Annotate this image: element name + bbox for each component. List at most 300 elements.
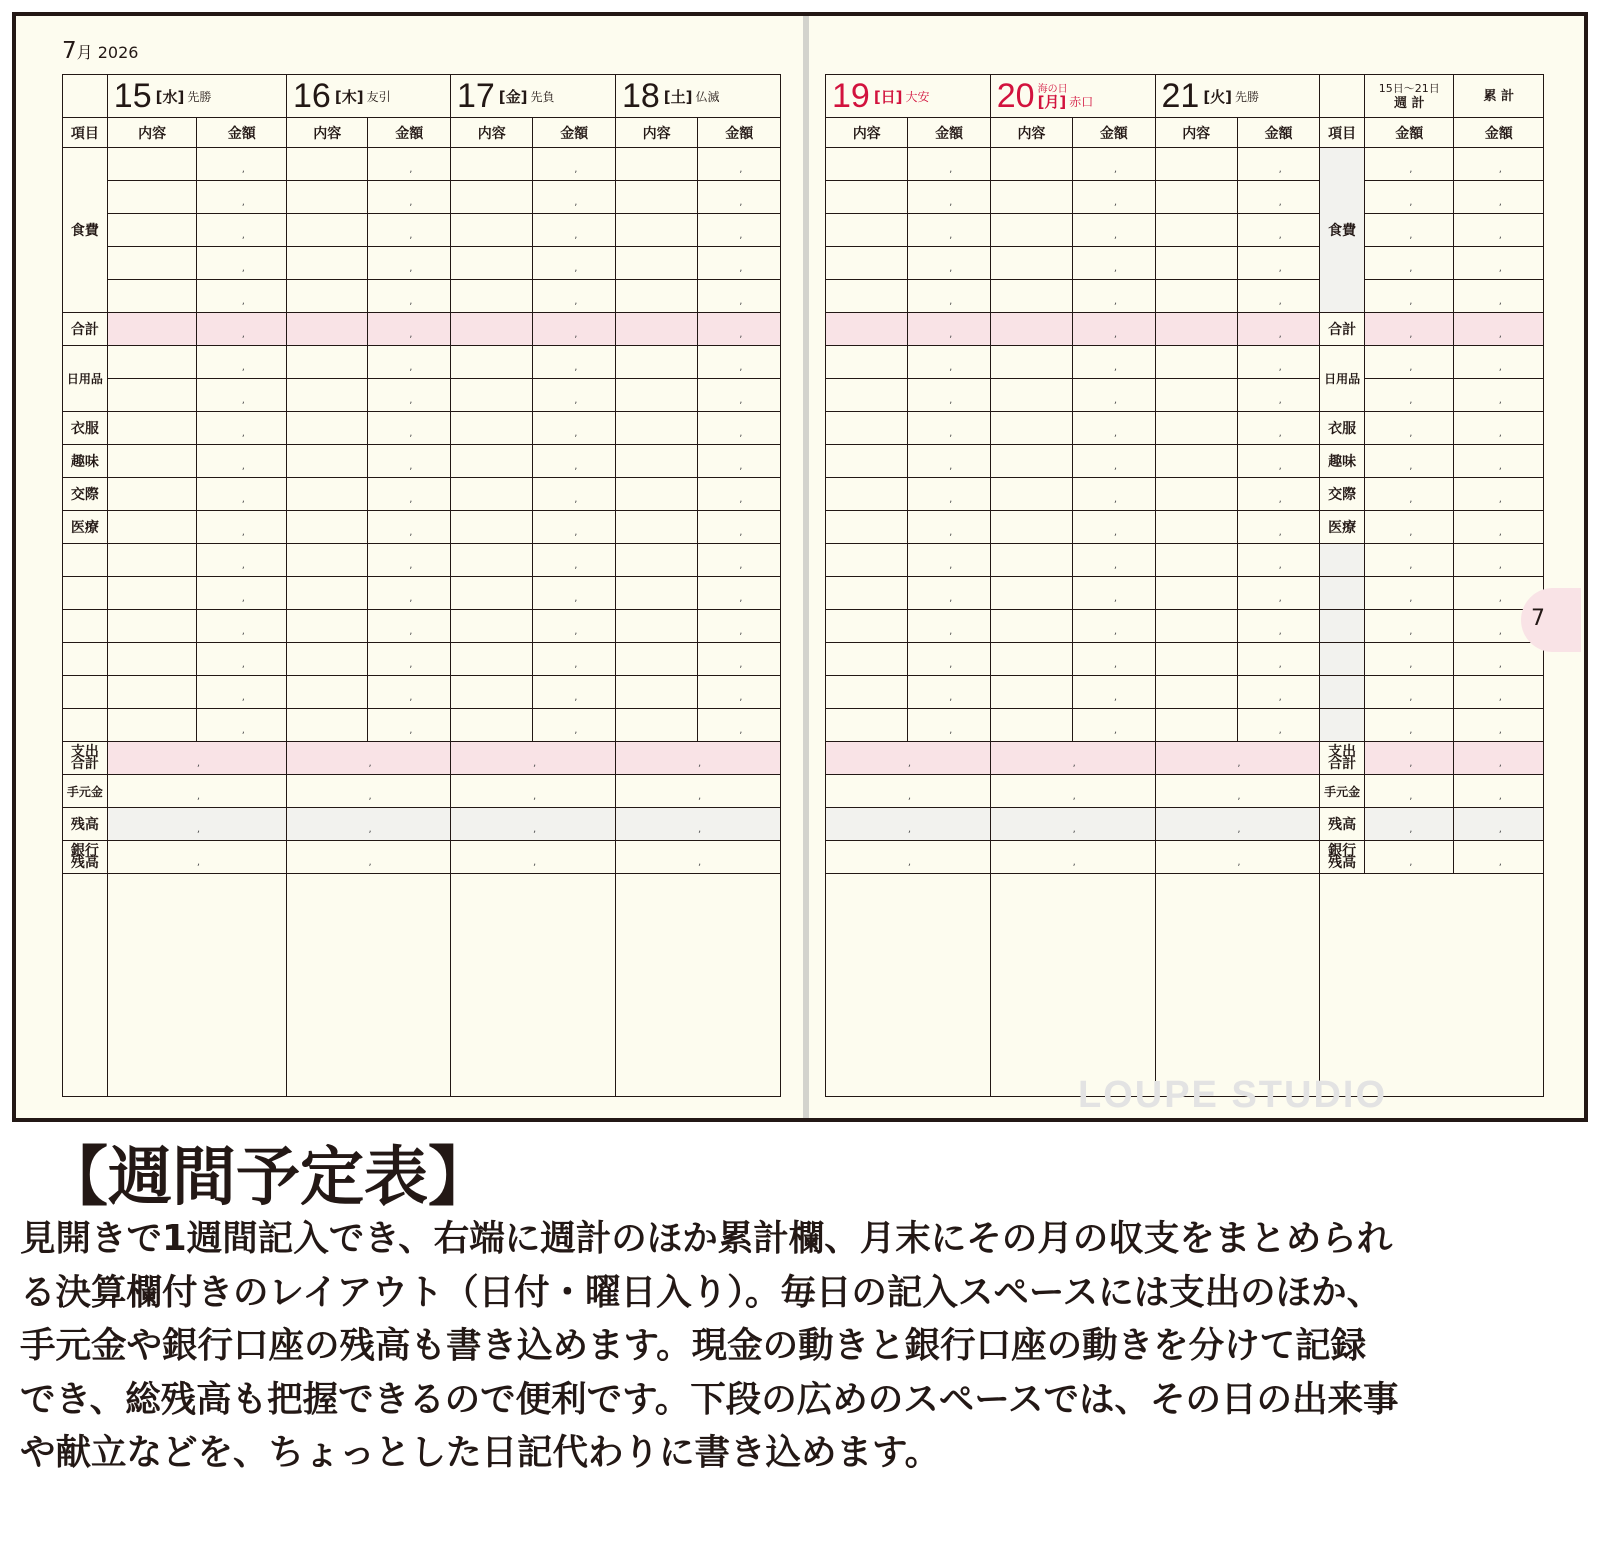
cumulative-amount-cell[interactable]	[1454, 742, 1544, 775]
amount-cell[interactable]	[698, 280, 781, 313]
day-total-cell[interactable]	[450, 841, 615, 874]
day-total-cell[interactable]	[450, 775, 615, 808]
content-cell[interactable]	[450, 214, 532, 247]
amount-cell[interactable]	[533, 214, 615, 247]
content-cell[interactable]	[287, 445, 368, 478]
content-cell[interactable]	[826, 346, 908, 379]
amount-cell[interactable]	[698, 478, 781, 511]
amount-cell[interactable]	[698, 214, 781, 247]
content-cell[interactable]	[450, 313, 532, 346]
amount-cell[interactable]	[698, 346, 781, 379]
day-total-cell[interactable]	[287, 808, 451, 841]
content-cell[interactable]	[107, 412, 197, 445]
content-cell[interactable]	[450, 676, 532, 709]
day-total-cell[interactable]	[450, 808, 615, 841]
content-cell[interactable]	[107, 643, 197, 676]
amount-cell[interactable]	[533, 181, 615, 214]
content-cell[interactable]	[990, 247, 1072, 280]
day-total-cell[interactable]	[107, 775, 286, 808]
cumulative-amount-cell[interactable]	[1454, 841, 1544, 874]
content-cell[interactable]	[990, 379, 1072, 412]
amount-cell[interactable]	[908, 610, 990, 643]
weekly-amount-cell[interactable]	[1364, 247, 1453, 280]
content-cell[interactable]	[287, 544, 368, 577]
memo-area[interactable]	[450, 874, 615, 1097]
content-cell[interactable]	[826, 676, 908, 709]
content-cell[interactable]	[287, 379, 368, 412]
amount-cell[interactable]	[533, 445, 615, 478]
cumulative-amount-cell[interactable]	[1454, 478, 1544, 511]
content-cell[interactable]	[1155, 412, 1237, 445]
content-cell[interactable]	[450, 511, 532, 544]
amount-cell[interactable]	[533, 412, 615, 445]
day-total-cell[interactable]	[1155, 775, 1320, 808]
blank-category[interactable]	[1320, 610, 1365, 643]
day-total-cell[interactable]	[107, 742, 286, 775]
cumulative-amount-cell[interactable]	[1454, 379, 1544, 412]
cumulative-amount-cell[interactable]	[1454, 181, 1544, 214]
amount-cell[interactable]	[368, 148, 450, 181]
content-cell[interactable]	[1155, 181, 1237, 214]
amount-cell[interactable]	[698, 676, 781, 709]
content-cell[interactable]	[990, 676, 1072, 709]
amount-cell[interactable]	[533, 709, 615, 742]
amount-cell[interactable]	[1237, 280, 1319, 313]
content-cell[interactable]	[615, 511, 697, 544]
content-cell[interactable]	[107, 181, 197, 214]
content-cell[interactable]	[1155, 511, 1237, 544]
cumulative-amount-cell[interactable]	[1454, 148, 1544, 181]
cumulative-amount-cell[interactable]	[1454, 346, 1544, 379]
weekly-amount-cell[interactable]	[1364, 775, 1453, 808]
content-cell[interactable]	[1155, 544, 1237, 577]
weekly-amount-cell[interactable]	[1364, 379, 1453, 412]
day-total-cell[interactable]	[826, 742, 991, 775]
amount-cell[interactable]	[1073, 214, 1155, 247]
content-cell[interactable]	[615, 280, 697, 313]
amount-cell[interactable]	[368, 643, 450, 676]
content-cell[interactable]	[1155, 445, 1237, 478]
amount-cell[interactable]	[1073, 511, 1155, 544]
amount-cell[interactable]	[368, 544, 450, 577]
amount-cell[interactable]	[533, 148, 615, 181]
content-cell[interactable]	[450, 478, 532, 511]
amount-cell[interactable]	[1237, 577, 1319, 610]
cumulative-amount-cell[interactable]	[1454, 808, 1544, 841]
blank-category[interactable]	[1320, 643, 1365, 676]
amount-cell[interactable]	[1073, 610, 1155, 643]
content-cell[interactable]	[287, 214, 368, 247]
amount-cell[interactable]	[197, 676, 287, 709]
content-cell[interactable]	[615, 346, 697, 379]
content-cell[interactable]	[990, 478, 1072, 511]
content-cell[interactable]	[450, 610, 532, 643]
memo-area[interactable]	[826, 874, 991, 1097]
amount-cell[interactable]	[908, 313, 990, 346]
day-total-cell[interactable]	[615, 742, 780, 775]
content-cell[interactable]	[287, 181, 368, 214]
content-cell[interactable]	[615, 181, 697, 214]
day-total-cell[interactable]	[107, 841, 286, 874]
content-cell[interactable]	[287, 247, 368, 280]
content-cell[interactable]	[990, 709, 1072, 742]
amount-cell[interactable]	[908, 643, 990, 676]
content-cell[interactable]	[990, 313, 1072, 346]
content-cell[interactable]	[615, 247, 697, 280]
amount-cell[interactable]	[197, 313, 287, 346]
content-cell[interactable]	[450, 247, 532, 280]
content-cell[interactable]	[615, 214, 697, 247]
blank-category[interactable]	[1320, 577, 1365, 610]
content-cell[interactable]	[107, 313, 197, 346]
amount-cell[interactable]	[1073, 313, 1155, 346]
blank-category[interactable]	[63, 643, 108, 676]
amount-cell[interactable]	[197, 214, 287, 247]
content-cell[interactable]	[450, 280, 532, 313]
content-cell[interactable]	[615, 379, 697, 412]
cumulative-amount-cell[interactable]	[1454, 280, 1544, 313]
content-cell[interactable]	[615, 445, 697, 478]
content-cell[interactable]	[450, 577, 532, 610]
memo-area[interactable]	[107, 874, 286, 1097]
content-cell[interactable]	[615, 478, 697, 511]
amount-cell[interactable]	[908, 280, 990, 313]
content-cell[interactable]	[287, 148, 368, 181]
amount-cell[interactable]	[197, 412, 287, 445]
weekly-amount-cell[interactable]	[1364, 412, 1453, 445]
content-cell[interactable]	[287, 709, 368, 742]
day-total-cell[interactable]	[287, 841, 451, 874]
cumulative-amount-cell[interactable]	[1454, 775, 1544, 808]
weekly-amount-cell[interactable]	[1364, 148, 1453, 181]
cumulative-amount-cell[interactable]	[1454, 676, 1544, 709]
content-cell[interactable]	[1155, 379, 1237, 412]
amount-cell[interactable]	[1073, 181, 1155, 214]
cumulative-amount-cell[interactable]	[1454, 214, 1544, 247]
amount-cell[interactable]	[368, 610, 450, 643]
content-cell[interactable]	[107, 247, 197, 280]
amount-cell[interactable]	[197, 346, 287, 379]
amount-cell[interactable]	[698, 412, 781, 445]
content-cell[interactable]	[450, 445, 532, 478]
amount-cell[interactable]	[1073, 478, 1155, 511]
content-cell[interactable]	[450, 379, 532, 412]
day-total-cell[interactable]	[826, 841, 991, 874]
amount-cell[interactable]	[368, 181, 450, 214]
content-cell[interactable]	[287, 511, 368, 544]
blank-category[interactable]	[1320, 544, 1365, 577]
weekly-amount-cell[interactable]	[1364, 709, 1453, 742]
cumulative-amount-cell[interactable]	[1454, 544, 1544, 577]
amount-cell[interactable]	[908, 511, 990, 544]
content-cell[interactable]	[107, 544, 197, 577]
weekly-amount-cell[interactable]	[1364, 742, 1453, 775]
content-cell[interactable]	[450, 709, 532, 742]
cumulative-amount-cell[interactable]	[1454, 313, 1544, 346]
content-cell[interactable]	[107, 148, 197, 181]
amount-cell[interactable]	[1237, 247, 1319, 280]
content-cell[interactable]	[826, 379, 908, 412]
content-cell[interactable]	[1155, 280, 1237, 313]
amount-cell[interactable]	[1073, 280, 1155, 313]
memo-area[interactable]	[1320, 874, 1544, 1097]
amount-cell[interactable]	[698, 577, 781, 610]
content-cell[interactable]	[990, 214, 1072, 247]
day-total-cell[interactable]	[615, 808, 780, 841]
amount-cell[interactable]	[197, 610, 287, 643]
day-total-cell[interactable]	[1155, 841, 1320, 874]
amount-cell[interactable]	[533, 544, 615, 577]
content-cell[interactable]	[990, 148, 1072, 181]
amount-cell[interactable]	[908, 709, 990, 742]
content-cell[interactable]	[615, 676, 697, 709]
content-cell[interactable]	[450, 544, 532, 577]
amount-cell[interactable]	[197, 181, 287, 214]
cumulative-amount-cell[interactable]	[1454, 709, 1544, 742]
amount-cell[interactable]	[197, 544, 287, 577]
day-total-cell[interactable]	[615, 841, 780, 874]
month-index-tab[interactable]	[1521, 588, 1581, 652]
amount-cell[interactable]	[533, 511, 615, 544]
amount-cell[interactable]	[533, 379, 615, 412]
amount-cell[interactable]	[368, 412, 450, 445]
content-cell[interactable]	[826, 313, 908, 346]
content-cell[interactable]	[1155, 214, 1237, 247]
content-cell[interactable]	[1155, 346, 1237, 379]
blank-category[interactable]	[63, 676, 108, 709]
amount-cell[interactable]	[698, 379, 781, 412]
memo-area[interactable]	[287, 874, 451, 1097]
content-cell[interactable]	[826, 610, 908, 643]
amount-cell[interactable]	[368, 247, 450, 280]
amount-cell[interactable]	[197, 379, 287, 412]
amount-cell[interactable]	[1073, 643, 1155, 676]
content-cell[interactable]	[826, 445, 908, 478]
content-cell[interactable]	[615, 313, 697, 346]
amount-cell[interactable]	[698, 643, 781, 676]
amount-cell[interactable]	[533, 643, 615, 676]
content-cell[interactable]	[826, 214, 908, 247]
amount-cell[interactable]	[1237, 709, 1319, 742]
amount-cell[interactable]	[908, 676, 990, 709]
weekly-amount-cell[interactable]	[1364, 808, 1453, 841]
amount-cell[interactable]	[197, 148, 287, 181]
day-total-cell[interactable]	[990, 742, 1155, 775]
content-cell[interactable]	[615, 643, 697, 676]
weekly-amount-cell[interactable]	[1364, 643, 1453, 676]
content-cell[interactable]	[287, 346, 368, 379]
amount-cell[interactable]	[1073, 709, 1155, 742]
amount-cell[interactable]	[1237, 511, 1319, 544]
amount-cell[interactable]	[908, 577, 990, 610]
content-cell[interactable]	[107, 379, 197, 412]
day-total-cell[interactable]	[287, 775, 451, 808]
cumulative-amount-cell[interactable]	[1454, 412, 1544, 445]
amount-cell[interactable]	[1237, 412, 1319, 445]
weekly-amount-cell[interactable]	[1364, 841, 1453, 874]
amount-cell[interactable]	[698, 313, 781, 346]
content-cell[interactable]	[287, 610, 368, 643]
content-cell[interactable]	[287, 676, 368, 709]
content-cell[interactable]	[1155, 709, 1237, 742]
amount-cell[interactable]	[368, 709, 450, 742]
amount-cell[interactable]	[368, 313, 450, 346]
content-cell[interactable]	[826, 280, 908, 313]
content-cell[interactable]	[990, 280, 1072, 313]
weekly-amount-cell[interactable]	[1364, 544, 1453, 577]
amount-cell[interactable]	[368, 214, 450, 247]
content-cell[interactable]	[826, 577, 908, 610]
weekly-amount-cell[interactable]	[1364, 478, 1453, 511]
amount-cell[interactable]	[1237, 544, 1319, 577]
content-cell[interactable]	[990, 511, 1072, 544]
content-cell[interactable]	[287, 280, 368, 313]
content-cell[interactable]	[615, 544, 697, 577]
blank-category[interactable]	[63, 709, 108, 742]
weekly-amount-cell[interactable]	[1364, 214, 1453, 247]
day-total-cell[interactable]	[990, 841, 1155, 874]
content-cell[interactable]	[826, 643, 908, 676]
day-total-cell[interactable]	[1155, 742, 1320, 775]
amount-cell[interactable]	[908, 148, 990, 181]
amount-cell[interactable]	[197, 247, 287, 280]
amount-cell[interactable]	[368, 511, 450, 544]
content-cell[interactable]	[615, 709, 697, 742]
content-cell[interactable]	[107, 610, 197, 643]
content-cell[interactable]	[1155, 148, 1237, 181]
amount-cell[interactable]	[908, 379, 990, 412]
day-total-cell[interactable]	[1155, 808, 1320, 841]
amount-cell[interactable]	[1237, 181, 1319, 214]
content-cell[interactable]	[990, 412, 1072, 445]
amount-cell[interactable]	[908, 346, 990, 379]
content-cell[interactable]	[107, 346, 197, 379]
day-total-cell[interactable]	[990, 775, 1155, 808]
content-cell[interactable]	[450, 148, 532, 181]
amount-cell[interactable]	[1237, 676, 1319, 709]
amount-cell[interactable]	[533, 313, 615, 346]
amount-cell[interactable]	[1237, 643, 1319, 676]
amount-cell[interactable]	[368, 346, 450, 379]
amount-cell[interactable]	[197, 445, 287, 478]
content-cell[interactable]	[287, 313, 368, 346]
content-cell[interactable]	[990, 643, 1072, 676]
content-cell[interactable]	[450, 412, 532, 445]
amount-cell[interactable]	[197, 280, 287, 313]
content-cell[interactable]	[990, 346, 1072, 379]
memo-area[interactable]	[990, 874, 1155, 1097]
content-cell[interactable]	[287, 412, 368, 445]
amount-cell[interactable]	[1237, 478, 1319, 511]
day-total-cell[interactable]	[450, 742, 615, 775]
amount-cell[interactable]	[1237, 610, 1319, 643]
amount-cell[interactable]	[1073, 379, 1155, 412]
amount-cell[interactable]	[1237, 148, 1319, 181]
amount-cell[interactable]	[698, 445, 781, 478]
weekly-amount-cell[interactable]	[1364, 577, 1453, 610]
amount-cell[interactable]	[698, 709, 781, 742]
content-cell[interactable]	[1155, 313, 1237, 346]
amount-cell[interactable]	[197, 709, 287, 742]
content-cell[interactable]	[826, 412, 908, 445]
day-total-cell[interactable]	[287, 742, 451, 775]
amount-cell[interactable]	[1073, 346, 1155, 379]
amount-cell[interactable]	[533, 346, 615, 379]
day-total-cell[interactable]	[826, 808, 991, 841]
amount-cell[interactable]	[1073, 544, 1155, 577]
content-cell[interactable]	[1155, 676, 1237, 709]
content-cell[interactable]	[107, 709, 197, 742]
content-cell[interactable]	[826, 148, 908, 181]
content-cell[interactable]	[990, 577, 1072, 610]
blank-category[interactable]	[63, 577, 108, 610]
content-cell[interactable]	[107, 478, 197, 511]
amount-cell[interactable]	[368, 478, 450, 511]
content-cell[interactable]	[450, 346, 532, 379]
amount-cell[interactable]	[533, 478, 615, 511]
amount-cell[interactable]	[1237, 379, 1319, 412]
cumulative-amount-cell[interactable]	[1454, 643, 1544, 676]
amount-cell[interactable]	[1073, 577, 1155, 610]
content-cell[interactable]	[990, 181, 1072, 214]
weekly-amount-cell[interactable]	[1364, 445, 1453, 478]
amount-cell[interactable]	[1237, 445, 1319, 478]
content-cell[interactable]	[615, 148, 697, 181]
amount-cell[interactable]	[368, 676, 450, 709]
amount-cell[interactable]	[908, 544, 990, 577]
content-cell[interactable]	[990, 544, 1072, 577]
content-cell[interactable]	[1155, 610, 1237, 643]
content-cell[interactable]	[287, 577, 368, 610]
amount-cell[interactable]	[197, 577, 287, 610]
content-cell[interactable]	[826, 709, 908, 742]
content-cell[interactable]	[990, 445, 1072, 478]
weekly-amount-cell[interactable]	[1364, 181, 1453, 214]
amount-cell[interactable]	[533, 577, 615, 610]
day-total-cell[interactable]	[826, 775, 991, 808]
day-total-cell[interactable]	[107, 808, 286, 841]
amount-cell[interactable]	[698, 610, 781, 643]
blank-category[interactable]	[63, 610, 108, 643]
content-cell[interactable]	[615, 610, 697, 643]
amount-cell[interactable]	[1073, 445, 1155, 478]
content-cell[interactable]	[1155, 643, 1237, 676]
blank-category[interactable]	[1320, 709, 1365, 742]
weekly-amount-cell[interactable]	[1364, 313, 1453, 346]
day-total-cell[interactable]	[615, 775, 780, 808]
weekly-amount-cell[interactable]	[1364, 676, 1453, 709]
content-cell[interactable]	[1155, 577, 1237, 610]
content-cell[interactable]	[615, 412, 697, 445]
amount-cell[interactable]	[1237, 346, 1319, 379]
amount-cell[interactable]	[533, 247, 615, 280]
weekly-amount-cell[interactable]	[1364, 511, 1453, 544]
content-cell[interactable]	[287, 643, 368, 676]
amount-cell[interactable]	[1237, 313, 1319, 346]
content-cell[interactable]	[826, 511, 908, 544]
amount-cell[interactable]	[1073, 412, 1155, 445]
content-cell[interactable]	[107, 445, 197, 478]
blank-category[interactable]	[1320, 676, 1365, 709]
weekly-amount-cell[interactable]	[1364, 280, 1453, 313]
amount-cell[interactable]	[197, 478, 287, 511]
content-cell[interactable]	[826, 544, 908, 577]
content-cell[interactable]	[1155, 478, 1237, 511]
memo-area[interactable]	[615, 874, 780, 1097]
content-cell[interactable]	[826, 181, 908, 214]
amount-cell[interactable]	[368, 379, 450, 412]
cumulative-amount-cell[interactable]	[1454, 511, 1544, 544]
